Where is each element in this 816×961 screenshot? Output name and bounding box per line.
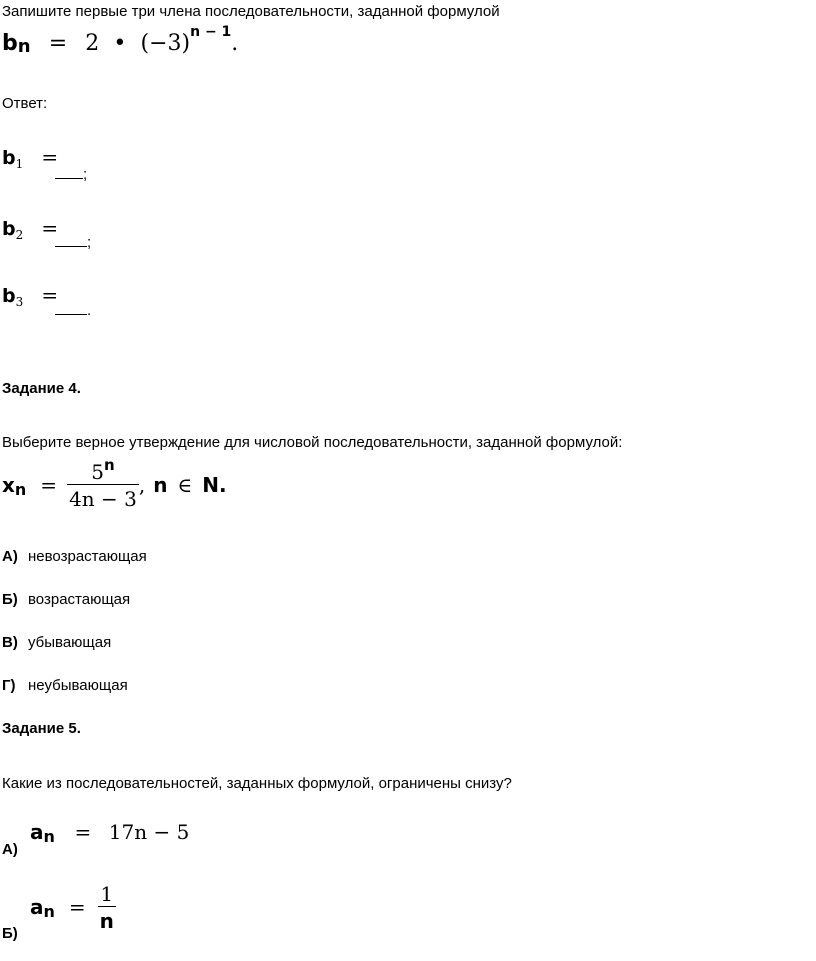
option-a[interactable]: А) невозрастающая <box>2 548 147 565</box>
task3-formula <box>2 24 239 57</box>
formula-lhs-sub: n <box>17 36 31 57</box>
formula-exp: n − 1 <box>190 24 232 40</box>
formula-lhs: b <box>2 31 18 56</box>
task4-formula: x n = $\frac{5^n}{4n - 3}$ , n ∈ N. <box>2 455 227 511</box>
answer-blank-2[interactable]: ; <box>55 234 91 251</box>
blank-line[interactable] <box>55 166 83 179</box>
formula-base: (−3) <box>140 31 191 56</box>
fraction: $\frac{1}{n}$ <box>99 881 114 933</box>
answer-blank-1[interactable]: ; <box>55 166 87 183</box>
option-d[interactable]: Г) неубывающая <box>2 677 128 694</box>
answer-row-2: $b_2$ = <box>2 216 59 242</box>
formula-eq: = <box>48 31 68 56</box>
blank-line[interactable] <box>55 234 87 247</box>
task5-option-b-formula: a n = $\frac{1}{n}$ <box>30 881 114 933</box>
answer-label: Ответ: <box>2 95 48 112</box>
formula-coef: 2 <box>85 31 100 56</box>
option-b[interactable]: Б) возрастающая <box>2 591 131 608</box>
answer-blank-3[interactable]: . <box>55 302 91 319</box>
task4-title: Задание 4. <box>2 380 81 397</box>
answer-row-1: $b_1$ = <box>2 145 59 171</box>
task3-prompt: Запишите первые три члена последовательности, заданной формулой <box>2 3 500 20</box>
answer-row-3: $b_3$ = <box>2 283 59 309</box>
task5-option-a-formula: an = 17n − 5 <box>30 820 190 846</box>
task5-option-a-label[interactable]: А) <box>2 841 18 858</box>
blank-line[interactable] <box>55 302 87 315</box>
task4-prompt: Выберите верное утверждение для числовой последовательности, заданной формулой: <box>2 434 623 451</box>
task5-option-b-label[interactable]: Б) <box>2 925 18 942</box>
formula-end: . <box>231 31 239 56</box>
formula-op: • <box>113 31 127 56</box>
fraction: $\frac{5^n}{4n - 3}$ <box>69 455 137 511</box>
task5-title: Задание 5. <box>2 720 81 737</box>
task5-prompt: Какие из последовательностей, заданных формулой, ограничены снизу? <box>2 775 512 792</box>
option-c[interactable]: В) убывающая <box>2 634 112 651</box>
